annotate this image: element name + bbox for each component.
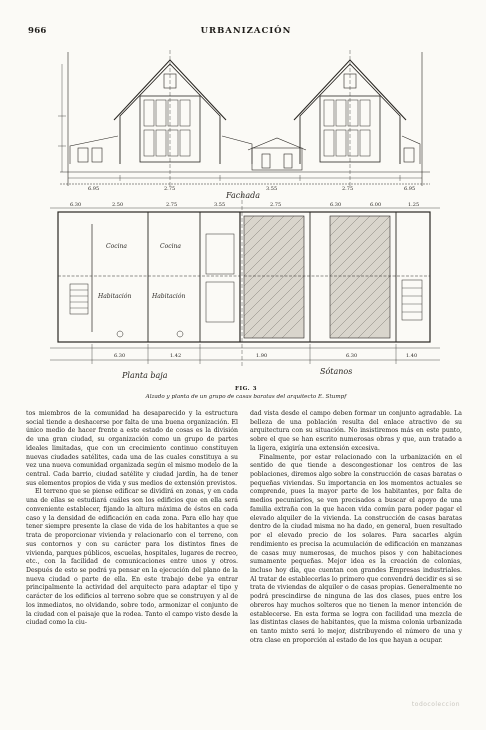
dimension-label: 3.55	[266, 186, 278, 192]
room-label: Habitación	[152, 293, 186, 300]
body-paragraph: tos miembros de la comunidad ha desaparecido y la estructura social tiende a deshacerse por falta de una buena organización. El único medio de hacer frente a este estado de cosas es la división de una gran ciudad, su organización como un grupo de partes ideales limitadas, que con un crecimiento continuo constituyen nuevas ciudades satélites, cada una de las cuales constituya a su vez una nueva comunidad organizada según el mismo modelo de la central. Cada barrio, ciudad satélite y ciudad jardín, ha de tener sus elementos propios de vida y sus medios de extensión previstos.	[26, 410, 238, 487]
dimension-label: 6.30	[330, 202, 342, 208]
room-label: Habitación	[98, 293, 132, 300]
body-paragraph: El terreno que se piense edificar se dividirá en zonas, y en cada una de ellas se estudiará cuáles son los edificios que en ella será conveniente establecer, fijando la altura máxima de éstos en cada caso y la densidad de edificación en cada zona. Para ello hay que tener siempre presente la clase de vida de los habitantes a que se trata de proporcionar vivienda y relacionarlo con el terreno, con sus contornos y con su carácter para los distintos fines de vivienda, parques públicos, escuelas, hospitales, lugares de recreo, etc., con la facilidad de comunicaciones entre unos y otros. Después de esto se podrá ya pensar en la ejecución del plano de la nueva ciudad o parte de ella. En este trabajo debe ya entrar principalmente la actividad del arquitecto para adaptar el tipo y carácter de los edificios al terreno sobre que se construyen y al de los inmediatos, no olvidando, sobre todo, armonizar el conjunto de la ciudad con el paisaje que la rodea. Tanto el campo visto desde la ciudad como la ciu-	[26, 488, 238, 627]
dimension-label: 2.75	[342, 186, 354, 192]
dimension-label: 6.30	[70, 202, 82, 208]
dimension-label: 6.30	[114, 353, 126, 359]
body-column-right	[250, 410, 462, 645]
elevation-label: Fachada	[226, 191, 261, 200]
room-label: Cocina	[160, 243, 181, 250]
dimension-label: 1.25	[408, 202, 420, 208]
watermark: todocoleccion	[411, 701, 460, 708]
architectural-figure	[30, 44, 460, 382]
dimension-label: 6.30	[346, 353, 358, 359]
dimension-label: 2.75	[166, 202, 178, 208]
dimension-label: 6.00	[370, 202, 382, 208]
room-label: Cocina	[106, 243, 127, 250]
dimension-label: 2.50	[112, 202, 124, 208]
running-title: URBANIZACIÓN	[200, 26, 292, 36]
dimension-label: 3.55	[214, 202, 226, 208]
figure-number: FIG. 3	[235, 386, 257, 392]
body-paragraph: dad vista desde el campo deben formar un conjunto agradable. La belleza de una población resulta del enlace atractivo de su arquitectura con su situación. No insistiremos más en este punto, sobre el que se han escrito numerosas obras y que, aun tratado a la ligera, exigiría una extensión excesiva.	[250, 410, 462, 452]
dimension-label: 1.90	[256, 353, 268, 359]
figure-description: Alzado y planta de un grupo de casas baratas del arquitecto E. Stumpf	[145, 393, 347, 400]
figure-caption	[28, 386, 464, 401]
dimension-label: 1.42	[170, 353, 182, 359]
basement-label: Sótanos	[320, 367, 353, 376]
dimension-label: 6.95	[404, 186, 416, 192]
page-header	[28, 24, 464, 40]
figure-drawing	[30, 44, 460, 382]
dimension-label: 6.95	[88, 186, 100, 192]
page-number: 966	[28, 26, 47, 36]
dimension-label: 2.75	[270, 202, 282, 208]
dimension-label: 2.75	[164, 186, 176, 192]
dimension-label: 1.40	[406, 353, 418, 359]
body-paragraph: Finalmente, por estar relacionado con la urbanización en el sentido de que tiende a descongestionar los centros de las poblaciones, diremos algo sobre la construcción de casas baratas o pequeñas viviendas. Su importancia en los momentos actuales se comprende, pues la mayor parte de los habitantes, por falta de medios pecuniarios, se ven precisados a buscar el apoyo de una familia extraña con la que hacen vida común para poder pagar el elevado alquiler de la vivienda. La construcción de casas baratas dentro de la ciudad misma no ha dado, en general, buen resultado por el elevado precio de los solares. Para sacarles algún rendimiento es precisa la acumulación de edificación en manzanas de casas muy numerosas, de muchos pisos y con habitaciones sumamente pequeñas. Mejor idea es la creación de colonias, incluso hoy día, que cuentan con grandes Empresas industriales. Al tratar de establecerlas lo primero que convendrá decidir es si se trata de viviendas de alquiler o de casas propias. Generalmente no podrá prescindirse de ninguna de las dos clases, pues entre los obreros hay muchos solteros que no tienen la menor intención de establecerse. En esta forma se logra con facilidad una mezcla de las distintas clases de habitantes, que la misma colonia urbanizada en tanto mixto será lo mejor, distribuyendo el número de una y otra clase en proporción al estado de los que hayan a ocupar.	[250, 453, 462, 644]
body-column-left	[26, 410, 238, 628]
plan-label: Planta baja	[122, 371, 168, 380]
